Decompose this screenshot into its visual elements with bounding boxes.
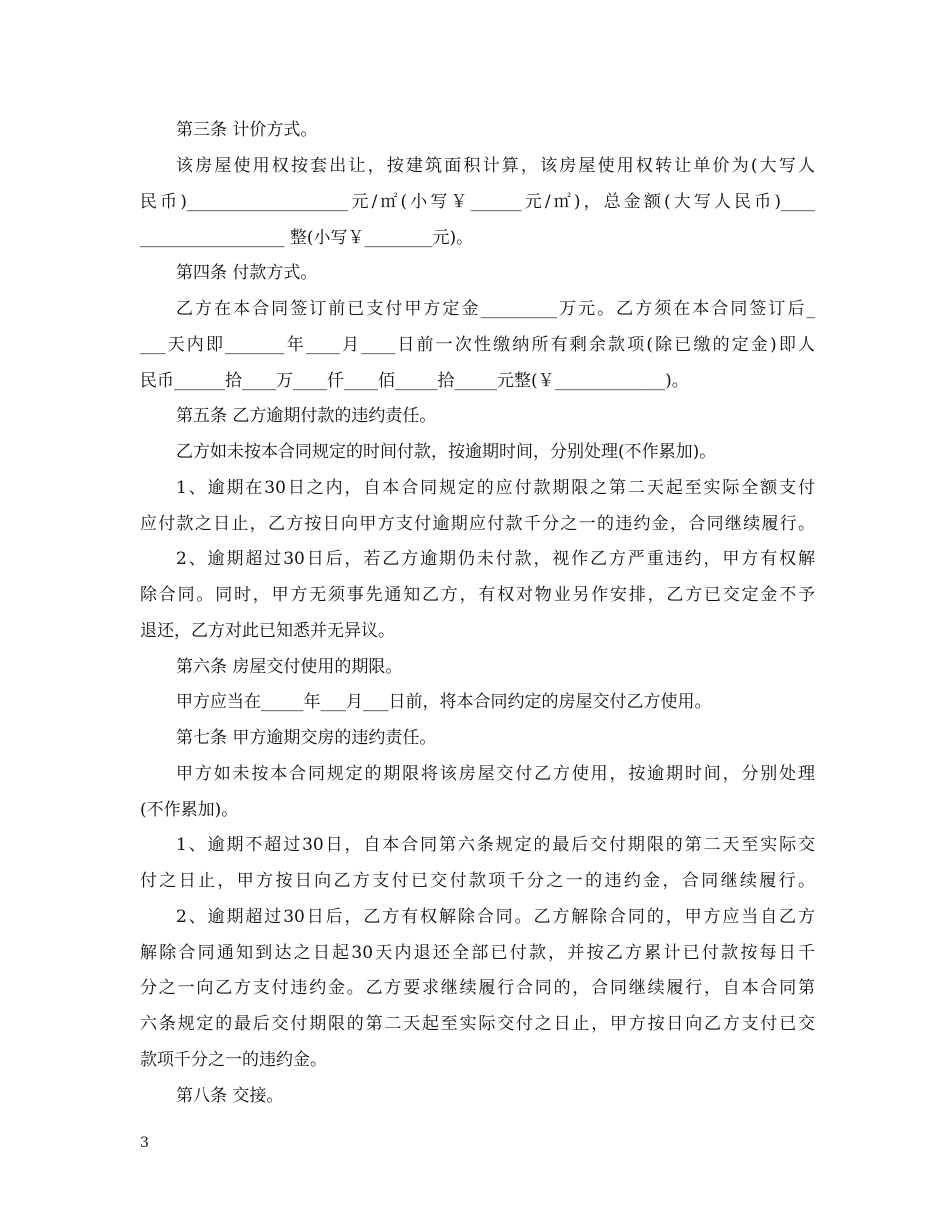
article-3-heading: 第三条 计价方式。 xyxy=(176,120,318,140)
paragraph-line: (不作累加)。 xyxy=(140,800,239,820)
paragraph-line: 分之一向乙方支付违约金。乙方要求继续履行合同的，合同继续履行，自本合同第 xyxy=(140,978,815,998)
paragraph-line: 1、逾期在30日之内，自本合同规定的应付款期限之第二天起至实际全额支付 xyxy=(176,478,815,498)
paragraph-line: 甲方应当在_____年___月___日前，将本合同约定的房屋交付乙方使用。 xyxy=(176,692,712,712)
page-number: 3 xyxy=(140,1135,149,1151)
paragraph-line: 六条规定的最后交付期限的第二天起至实际交付之日止，甲方按日向乙方支付已交 xyxy=(140,1014,815,1034)
paragraph-line: 1、逾期不超过30日，自本合同第六条规定的最后交付期限的第二天至实际交 xyxy=(176,835,815,855)
paragraph-line: 甲方如未按本合同规定的期限将该房屋交付乙方使用，按逾期时间，分别处理 xyxy=(176,764,815,784)
paragraph-line: 民币)___________________元/㎡(小写￥______元/㎡)，总金额(大写人民币)____ xyxy=(140,192,815,212)
article-7-heading: 第七条 甲方逾期交房的违约责任。 xyxy=(176,728,437,748)
paragraph-line: 应付款之日止，乙方按日向甲方支付逾期应付款千分之一的违约金，合同继续履行。 xyxy=(140,514,815,534)
paragraph-line: ___天内即_______年____月____日前一次性缴纳所有剩余款项(除已缴的定金)即人 xyxy=(140,335,815,355)
paragraph-line: 退还，乙方对此已知悉并无异议。 xyxy=(140,621,395,641)
article-8-heading: 第八条 交接。 xyxy=(176,1086,284,1106)
article-5-heading: 第五条 乙方逾期付款的违约责任。 xyxy=(176,406,437,426)
article-4-heading: 第四条 付款方式。 xyxy=(176,263,318,283)
article-6-heading: 第六条 房屋交付使用的期限。 xyxy=(176,657,403,677)
paragraph-line: 乙方在本合同签订前已支付甲方定金_________万元。乙方须在本合同签订后_ xyxy=(176,299,815,319)
paragraph-line: 款项千分之一的违约金。 xyxy=(140,1050,327,1070)
paragraph-line: 2、逾期超过30日后，若乙方逾期仍未付款，视作乙方严重违约，甲方有权解 xyxy=(176,549,815,569)
paragraph-line: 民币______拾____万____仟____佰_____拾_____元整(￥_____________)。 xyxy=(140,371,689,391)
paragraph-line: 付之日止，甲方按日向乙方支付已交付款项千分之一的违约金，合同继续履行。 xyxy=(140,871,815,891)
paragraph-line: 2、逾期超过30日后，乙方有权解除合同。乙方解除合同的，甲方应当自乙方 xyxy=(176,907,815,927)
paragraph-line: 解除合同通知到达之日起30天内退还全部已付款，并按乙方累计已付款按每日千 xyxy=(140,943,815,963)
paragraph-line: 该房屋使用权按套出让，按建筑面积计算，该房屋使用权转让单价为(大写人 xyxy=(176,156,815,176)
paragraph-line: 乙方如未按本合同规定的时间付款，按逾期时间，分别处理(不作累加)。 xyxy=(176,442,717,462)
paragraph-line: 除合同。同时，甲方无须事先通知乙方，有权对物业另作安排，乙方已交定金不予 xyxy=(140,585,815,605)
paragraph-line: _________________ 整(小写￥________元)。 xyxy=(140,228,474,248)
